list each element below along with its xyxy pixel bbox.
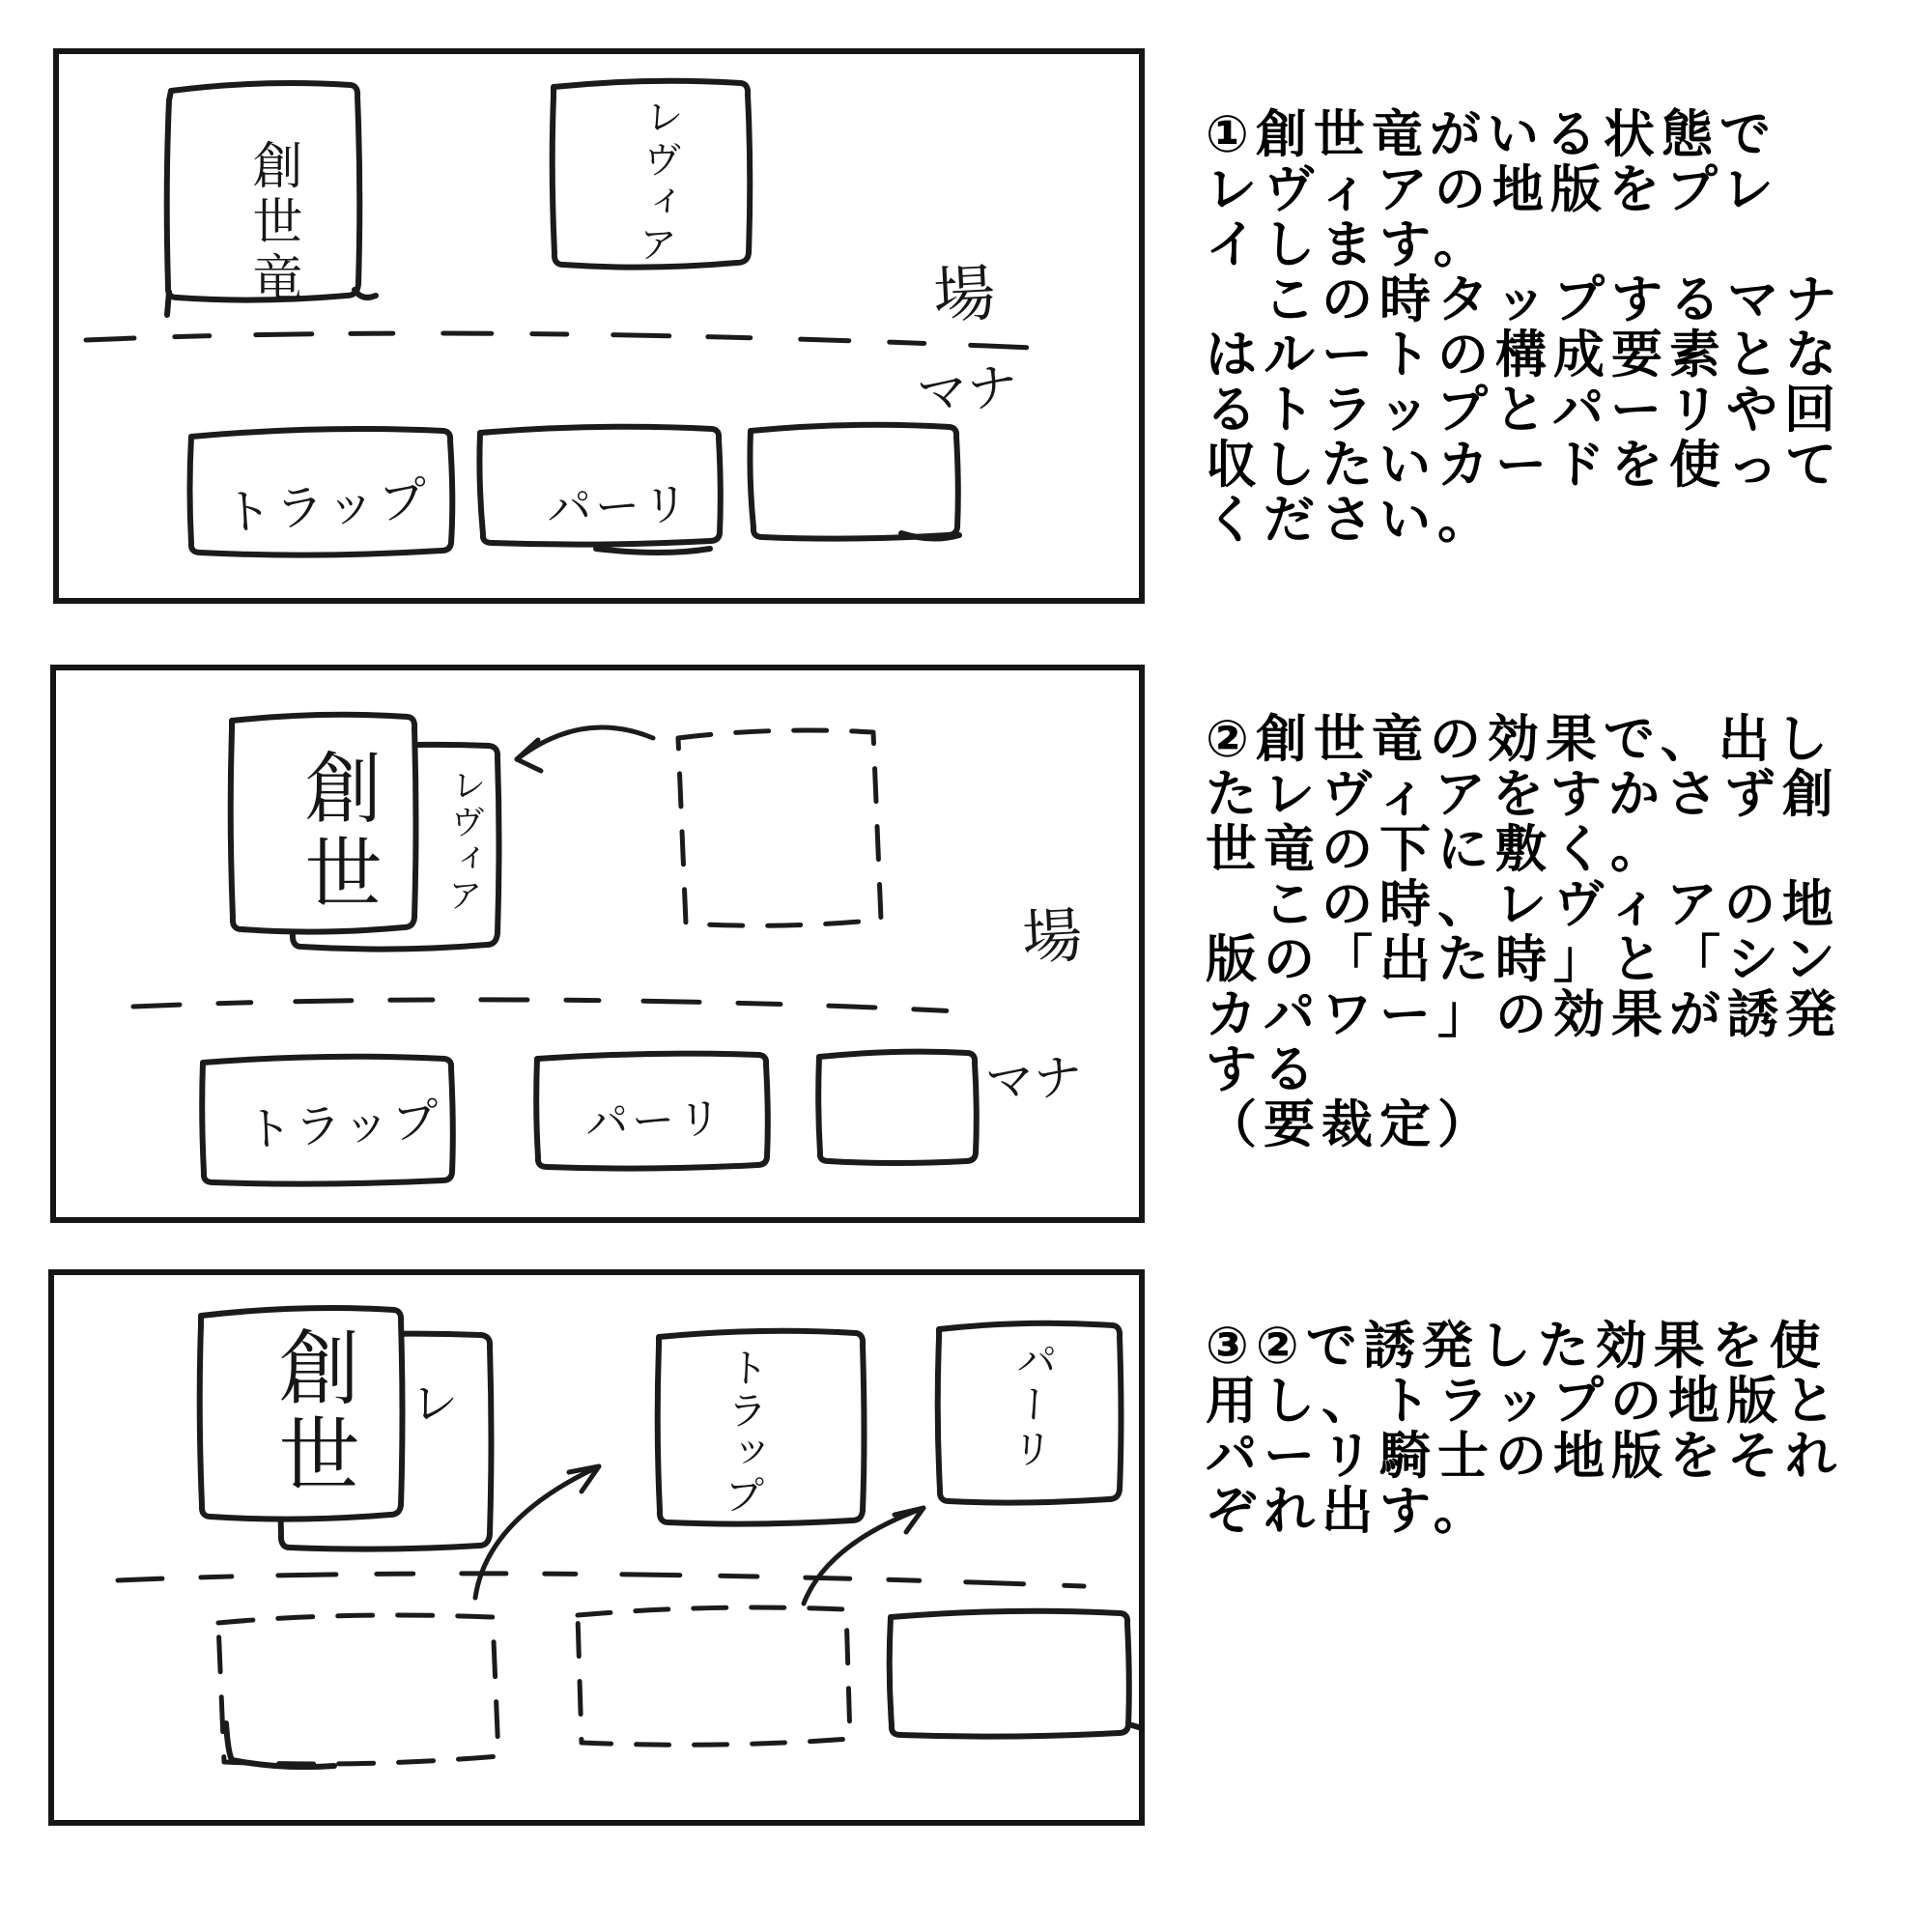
mana-card-1-solid-corner [226,1723,334,1767]
panel-step-1 [53,48,1145,604]
pari-card-label: パーリ [546,477,694,535]
field-divider-dashed-line [118,1574,1084,1586]
mana-card-solid-3 [890,1611,1129,1737]
play-arrow-trap [475,1466,599,1598]
souseiryu-card-label: 創世竜 [243,139,301,307]
step-1-text: ①創世竜がいる状態で レヴィアの地版をプレ イします。 この時タップするマナ はルートの構成要素とな るトラップとパーリや回 収したいカードを使って ください。 [1206,107,1843,549]
empty-card [750,425,957,539]
souseiryu-card-overshoot [167,292,169,315]
field-label: 場 [931,258,998,333]
panel-3-drawing [54,1275,1139,1820]
field-divider-dashed-line [133,1000,976,1012]
mana-card-dashed-2 [578,1607,850,1745]
field-label: 場 [1020,899,1085,974]
mana-label: マナ [914,356,1021,426]
souseiryu-card-hook [355,290,376,298]
pari-card-label: パーリ [1005,1337,1060,1474]
levia-card-label-partial: レ [412,1377,459,1431]
levia-card-label: レヴィア [441,766,487,915]
souse-card-label: 創世 [266,1325,360,1499]
levia-card-label: レヴィア [631,95,685,269]
pari-card-label: パーリ [584,1094,726,1149]
mana-card-3-tick [1132,1725,1139,1731]
step-2-text: ②創世竜の効果で、出し たレヴィアをすかさず創 世竜の下に敷く。 この時、レヴィアの地 版の「出た時」と「シン カパワー」の効果が誘発 する （要裁定） [1206,712,1843,1153]
played-card-dashed-outline [678,730,881,925]
trap-card-label: トラップ [221,470,434,542]
empty-card [818,1052,977,1163]
mana-card-dashed-1 [218,1615,498,1764]
step-3-text: ③②で誘発した効果を使 用し、トラップの地版と パーリ騎士の地版をそれ ぞれ出す。 [1206,1319,1843,1540]
field-divider-dashed-line [86,333,1033,348]
panel-step-2 [50,665,1145,1223]
panel-step-3 [48,1269,1145,1826]
trap-card-label: トラップ [243,1093,443,1158]
mana-label: マナ [983,1047,1085,1113]
pari-card-bottom-tick [596,549,710,553]
souse-card-label: 創世 [292,748,382,918]
trap-card-label: トラップ [717,1346,772,1518]
